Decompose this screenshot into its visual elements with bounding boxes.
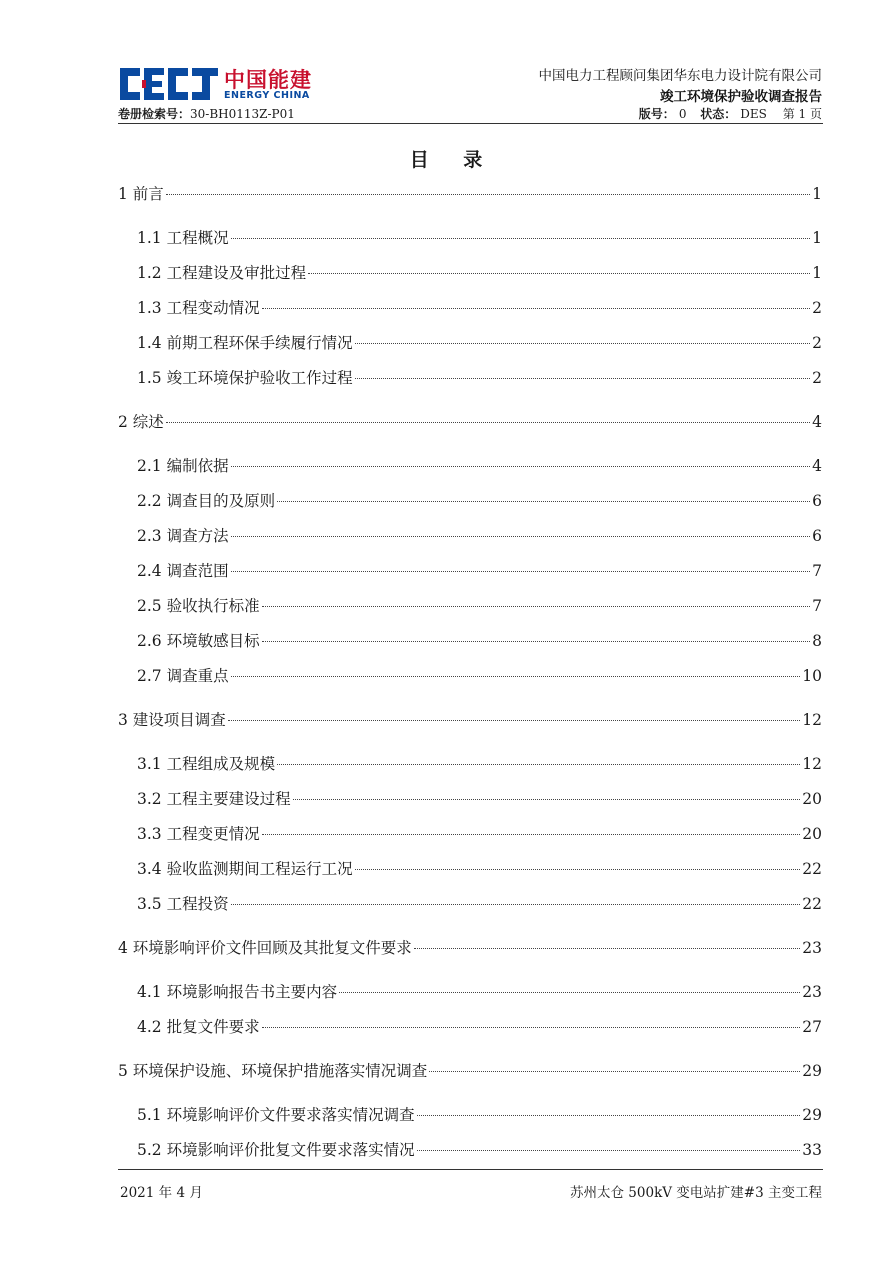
toc-entry-5[interactable]: [118, 1059, 822, 1081]
toc-leader-dots: [429, 1071, 800, 1072]
toc-entry-title: 1.3 工程变动情况: [137, 299, 260, 317]
toc-leader-dots: [262, 834, 801, 835]
toc-entry-title: 3.1 工程组成及规模: [137, 755, 276, 773]
toc-entry-title: 4.1 环境影响报告书主要内容: [137, 983, 338, 1001]
toc-entry-page: 20: [802, 790, 822, 808]
toc-entry-title: 3.2 工程主要建设过程: [137, 790, 291, 808]
toc-leader-dots: [417, 1150, 801, 1151]
toc-entry-title: 1.4 前期工程环保手续履行情况: [137, 334, 353, 352]
toc-entry-title: 2.4 调查范围: [137, 562, 229, 580]
toc-leader-dots: [262, 641, 811, 642]
report-title: 竣工环境保护验收调查报告: [660, 89, 822, 105]
toc-entry-title: 3.4 验收监测期间工程运行工况: [137, 860, 353, 878]
toc-entry-4-2[interactable]: [137, 1015, 822, 1037]
toc-title: 目 录: [409, 149, 497, 171]
toc-leader-dots: [231, 536, 811, 537]
toc-leader-dots: [166, 422, 810, 423]
toc-leader-dots: [339, 992, 800, 993]
toc-leader-dots: [277, 501, 810, 502]
version-label: 版号：: [638, 107, 675, 121]
toc-leader-dots: [417, 1115, 801, 1116]
toc-leader-dots: [414, 948, 800, 949]
footer-date: 2021 年 4 月: [120, 1185, 203, 1201]
toc-entry-page: 27: [802, 1018, 822, 1036]
document-meta: [635, 105, 822, 122]
toc-entry-page: 29: [802, 1106, 822, 1124]
toc-entry-3-4[interactable]: [137, 857, 822, 879]
toc-entry-title: 2.1 编制依据: [137, 457, 229, 475]
toc-leader-dots: [308, 273, 810, 274]
toc-entry-page: 4: [812, 413, 822, 431]
toc-entry-title: 2.6 环境敏感目标: [137, 632, 260, 650]
toc-leader-dots: [262, 308, 811, 309]
toc-entry-5-1[interactable]: [137, 1103, 822, 1125]
toc-leader-dots: [355, 378, 811, 379]
toc-entry-2-5[interactable]: [137, 594, 822, 616]
toc-entry-page: 8: [812, 632, 822, 650]
toc-entry-title: 2.3 调查方法: [137, 527, 229, 545]
toc-entry-3[interactable]: [118, 708, 822, 730]
toc-entry-2-7[interactable]: [137, 664, 822, 686]
logo-chinese-name: 中国能建: [224, 68, 312, 92]
toc-entry-3-5[interactable]: [137, 892, 822, 914]
toc-entry-title: 5.1 环境影响评价文件要求落实情况调查: [137, 1106, 415, 1124]
toc-entry-3-2[interactable]: [137, 787, 822, 809]
toc-entry-title: 2.5 验收执行标准: [137, 597, 260, 615]
status-label: 状态：: [700, 107, 737, 121]
toc-entry-page: 20: [802, 825, 822, 843]
toc-leader-dots: [231, 238, 811, 239]
index-label: 卷册检索号：: [118, 107, 191, 121]
toc-entry-2-3[interactable]: [137, 524, 822, 546]
toc-entry-2-2[interactable]: [137, 489, 822, 511]
toc-entry-page: 1: [812, 185, 822, 203]
page-number: 第 1 页: [782, 107, 822, 121]
toc-entry-title: 2 综述: [118, 413, 164, 431]
toc-entry-2-1[interactable]: [137, 454, 822, 476]
toc-entry-page: 12: [802, 755, 822, 773]
toc-entry-title: 5 环境保护设施、环境保护措施落实情况调查: [118, 1062, 428, 1080]
toc-entry-page: 7: [812, 562, 822, 580]
toc-leader-dots: [228, 720, 800, 721]
toc-entry-page: 22: [802, 895, 822, 913]
company-name: 中国电力工程顾问集团华东电力设计院有限公司: [538, 68, 822, 84]
toc-entry-page: 10: [802, 667, 822, 685]
toc-leader-dots: [231, 466, 811, 467]
toc-entry-page: 23: [802, 939, 822, 957]
toc-entry-page: 1: [812, 264, 822, 282]
status-value: DES: [740, 107, 767, 121]
toc-entry-page: 1: [812, 229, 822, 247]
toc-entry-title: 1.5 竣工环境保护验收工作过程: [137, 369, 353, 387]
toc-leader-dots: [166, 194, 810, 195]
toc-entry-page: 2: [812, 299, 822, 317]
toc-entry-page: 33: [802, 1141, 822, 1159]
toc-entry-1-5[interactable]: [137, 366, 822, 388]
toc-leader-dots: [262, 606, 811, 607]
toc-entry-title: 1.1 工程概况: [137, 229, 229, 247]
toc-leader-dots: [355, 869, 801, 870]
toc-entry-4-1[interactable]: [137, 980, 822, 1002]
toc-entry-page: 7: [812, 597, 822, 615]
toc-entry-4[interactable]: [118, 936, 822, 958]
toc-entry-title: 2.2 调查目的及原则: [137, 492, 276, 510]
index-number: [118, 105, 295, 122]
toc-entry-5-2[interactable]: [137, 1138, 822, 1160]
toc-leader-dots: [277, 764, 800, 765]
toc-entry-2-6[interactable]: [137, 629, 822, 651]
version-value: 0: [678, 107, 687, 121]
toc-entry-3-3[interactable]: [137, 822, 822, 844]
toc-leader-dots: [231, 571, 811, 572]
toc-entry-1[interactable]: [118, 182, 822, 204]
toc-entry-title: 4 环境影响评价文件回顾及其批复文件要求: [118, 939, 412, 957]
toc-entry-page: 22: [802, 860, 822, 878]
toc-entry-1-3[interactable]: [137, 296, 822, 318]
toc-entry-1-2[interactable]: [137, 261, 822, 283]
page-header: [118, 62, 822, 124]
toc-entry-3-1[interactable]: [137, 752, 822, 774]
toc-entry-page: 2: [812, 334, 822, 352]
toc-entry-title: 5.2 环境影响评价批复文件要求落实情况: [137, 1141, 415, 1159]
toc-leader-dots: [262, 1027, 801, 1028]
header-divider: [118, 123, 823, 124]
toc-entry-title: 3.5 工程投资: [137, 895, 229, 913]
toc-entry-page: 2: [812, 369, 822, 387]
logo-english-name: ENERGY CHINA: [224, 90, 310, 101]
toc-entry-2-4[interactable]: [137, 559, 822, 581]
toc-entry-title: 4.2 批复文件要求: [137, 1018, 260, 1036]
toc-leader-dots: [293, 799, 801, 800]
toc-entry-title: 3.3 工程变更情况: [137, 825, 260, 843]
toc-entry-page: 6: [812, 492, 822, 510]
footer-divider: [118, 1169, 823, 1170]
footer-project-name: 苏州太仓 500kV 变电站扩建#3 主变工程: [570, 1185, 822, 1201]
index-value: 30-BH0113Z-P01: [190, 107, 295, 121]
toc-leader-dots: [231, 904, 801, 905]
toc-entry-page: 4: [812, 457, 822, 475]
toc-leader-dots: [355, 343, 811, 344]
toc-entry-2[interactable]: [118, 410, 822, 432]
toc-leader-dots: [231, 676, 801, 677]
toc-entry-page: 6: [812, 527, 822, 545]
toc-entry-title: 1.2 工程建设及审批过程: [137, 264, 307, 282]
toc-entry-title: 1 前言: [118, 185, 164, 203]
toc-entry-title: 3 建设项目调查: [118, 711, 226, 729]
toc-entry-1-1[interactable]: [137, 226, 822, 248]
toc-entry-title: 2.7 调查重点: [137, 667, 229, 685]
toc-entry-page: 23: [802, 983, 822, 1001]
toc-entry-page: 12: [802, 711, 822, 729]
toc-entry-1-4[interactable]: [137, 331, 822, 353]
toc-entry-page: 29: [802, 1062, 822, 1080]
